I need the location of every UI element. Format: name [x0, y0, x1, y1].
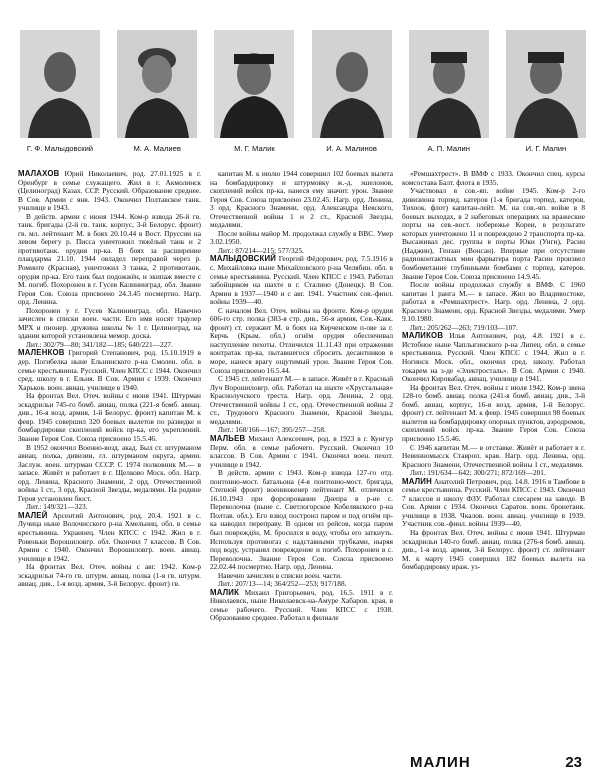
entry-headword: МАЛИКОВ — [402, 331, 444, 341]
portrait-photo — [20, 30, 100, 138]
paragraph-text: Лит.: 302/79—80; 341/182—185; 640/221—227. — [26, 339, 173, 349]
paragraph-text: Лит.: 191/634—642; 300/271; 872/169—201. — [410, 468, 546, 478]
portrait-card — [310, 30, 394, 163]
portrait-card — [18, 30, 102, 163]
person-silhouette-icon — [409, 30, 489, 138]
entry-paragraph — [210, 435, 393, 469]
paragraph-text: Михаил Алексеевич, род. в 1923 в г. Кунгур Перм. обл. в семье рабочего. Русский. Окончил 10 классов. В Сов. Армии с 1941. Окончил воен. пехот. училище в 1942. — [210, 433, 393, 469]
portrait-card — [212, 30, 296, 163]
paragraph-text: На фронтах Вел. Отеч. войны с июня 1941. Штурман эскадрильи 745-го бомб. авиац. полка (221-я бомб. авиац. див., 16-я возд. армия, 1-й Белорус. фронт) капитан М. к февр. 1945 совершил 320 боевых вылетов по разведке и бомбардировке скоплений войск пр-ка, его укреплений. Звание Героя Сов. Союза присвоено 15.5.46. — [18, 391, 201, 443]
entry-headword: МАЛИК — [210, 587, 240, 597]
portrait-photo — [409, 30, 489, 138]
portrait-caption: Г. Ф. Малыдовский — [26, 144, 94, 153]
portrait-photo — [117, 30, 197, 138]
portrait-card — [504, 30, 588, 163]
portrait-photo — [214, 30, 294, 138]
entry-paragraph — [18, 349, 201, 392]
portrait-photo — [312, 30, 392, 138]
paragraph-text: Илья Антонович, род. 4.8. 1921 в с. Истобное ныне Чаплыгинского р-на Липец. обл. в семье крестьянина. Русский. Член КПСС с 1944. Жил в г. Ногинск Моск. обл., окончил сред. школу. Работал токарем на з-де «Электросталь». В Сов. Армии с 1940. Окончил Кировабад. авиац. училище в 1941. — [402, 331, 585, 384]
paragraph-text: капитан М. к июлю 1944 совершил 102 боевых вылета на бомбардировку и штурмовку ж.-д. эшелонов, скоплений войск пр-ка, нанеся ему значит. урон. Звание Героя Сов. Союза присвоено 23.02.45. Нагр. орд. Ленина, 3 орд. Красного Знамени, орд. Александра Невского, Отечественной войны 1 и 2 ст., Красной Звезды, медалями. — [210, 170, 393, 230]
entry-paragraph — [18, 170, 201, 213]
body-paragraph — [210, 375, 393, 426]
text-column — [210, 170, 393, 750]
paragraph-text: Лит.: 87/214—215; 577/325. — [218, 245, 304, 255]
paragraph-text: На фронтах Вел. Отеч. войны с июня 1941. Штурман эскадрильи 140-го бомб. авиац. полка (276-я бомб. авиац. див., 1-я возд. армия, 3-й Белорус. фронт) ст. лейтенант М. к марту 1945 совершил 182 боевых вылета на бомбардировку враж. уз- — [402, 527, 585, 572]
paragraph-text: Лит.: 168/166—167; 395/257—258. — [218, 425, 326, 435]
paragraph-text: Михаил Григорьевич, род. 16.5. 1911 в г. Николаевск, ныне Николаевск-на-Амуре Хабаров. края, в семье рабочего. Русский. Член КПСС с 1938. Образование среднее. Работал в филиале — [210, 587, 393, 623]
body-paragraph — [18, 444, 201, 504]
body-paragraph — [18, 392, 201, 443]
entry-paragraph — [402, 478, 585, 529]
portrait-photo — [506, 30, 586, 138]
body-paragraph — [402, 529, 585, 572]
paragraph-text: Юрий Николаевич, род. 27.01.1925 в г. Оренбург в семье служащего. Жил в г. Акмолинск (Целиноград) Казах. ССР. Русский. Образование среднее. В Сов. Армии с янв. 1943. Окончил Полтавское танк. училище в 1943. — [18, 170, 201, 213]
page-number: 23 — [565, 754, 582, 771]
person-silhouette-icon — [117, 30, 197, 138]
entry-headword: МАЛИН — [402, 476, 432, 486]
body-paragraph — [402, 281, 585, 324]
entry-headword: МАЛЬЕВ — [210, 433, 246, 443]
paragraph-text: Лит.: 207/13—14; 364/252—253; 917/188. — [218, 579, 347, 589]
paragraph-text: Георгий Фёдорович, род. 7.5.1916 в с. Михайловка ныне Михайловского р-на Челябин. обл. в семье крестьянина. Русский. Член КПСС с 1943. Работал забойщиком на шахте в г. Сталино (Донецк). В Сов. Армии в 1937—1940 и с авг. 1941. Участник сов.-финл. войны 1939—40. — [210, 254, 393, 307]
person-silhouette-icon — [214, 30, 294, 138]
entry-paragraph — [210, 255, 393, 306]
body-paragraph — [402, 187, 585, 281]
paragraph-text: На фронтах Вел. Отеч. войны с авг. 1942. Ком-р эскадрильи 74-го гв. штурм. авиац. полка (1-я гв. штурм. авиац. див., 1-я возд. армия, 3-й Белорус. фронт) гв. — [18, 562, 201, 589]
body-paragraph — [18, 307, 201, 341]
person-silhouette-icon — [312, 30, 392, 138]
paragraph-text: В действ. армии с 1943. Ком-р взвода 127-го отд. понтонно-мост. батальона (4-я понтонно-мост. бригада, Степной фронт) военинженер лейтенант М. отличился 16.10.1943 при форсировании Днепра в р-не с. Переволочна (ныне с. Светлогорское Кобелякского р-на Полтав. обл.). Его взвод построил паром и под огнём пр-ка наводил переправу. В одном из рейсов, когда паром был повреждён, М. бросился в воду, чтобы его заткнуть. Используя противогаз с надставными трубками, ныряя под воду, устранял повреждение и погиб. Похоронен в с. Переволочна. Звание Героя Сов. Союза присвоено 22.02.44 посмертно. Нагр. орд. Ленина. — [210, 468, 393, 572]
paragraph-text: С 1946 капитан М.— в отставке. Живёт и работает в г. Невинномысск Ставроп. края. Нагр. орд. Ленина, орд. Красного Знамени, Отечественной войны 1 ст., медалями. — [402, 442, 585, 469]
entry-paragraph — [402, 332, 585, 383]
portrait-caption: М. Г. Малик — [234, 144, 275, 153]
body-paragraph — [402, 444, 585, 470]
body-paragraph — [210, 469, 393, 572]
body-paragraph — [402, 384, 585, 444]
entry-headword: МАЛЕНКОВ — [18, 348, 65, 358]
paragraph-text: После войны майор М. продолжал службу в ВВС. Умер 3.02.1950. — [210, 228, 393, 247]
body-paragraph — [210, 230, 393, 247]
paragraph-text: С началом Вел. Отеч. войны на фронте. Ком-р орудия 606-го стр. полка (383-я стр. див., 56-я армия, Сев.-Кавк. фронт) ст. сержант М. в боях на Керченском п-ове за г. Керчь (Крым. обл.) огнём орудия обеспечивал наступление пехоты. Отличился 11.11.43 при отражении контратак пр-ка, пытавшегося сбросить десантников в море, нанеся врагу ощутимый урон. Звание Героя Сов. Союза присвоено 16.5.44. — [210, 305, 393, 375]
text-columns — [18, 170, 585, 750]
body-paragraph — [210, 307, 393, 375]
portrait-card — [115, 30, 199, 163]
entry-headword: МАЛЕЙ — [18, 510, 48, 520]
portrait-caption: А. П. Малин — [427, 144, 470, 153]
entry-paragraph — [18, 512, 201, 563]
portrait-row — [18, 30, 588, 163]
portrait-card — [407, 30, 491, 163]
entry-headword: МАЛАХОВ — [18, 170, 60, 178]
paragraph-text: В действ. армии с июня 1944. Ком-р взвода 26-й гв. танк. бригады (2-й гв. танк. корпус, 3-й Белорус. фронт) гв. мл. лейтенант М. в боях 20.10.44 в Вост. Пруссии на левом берегу р. Писса уничтожил тяжёлый танк и 2 противотанк. орудия пр-ка. В боях за расширение плацдарма 21.10. 1944 овладел переправой через р. Роминте (Красная), уничтожил 3 танка, 2 противотанк. орудия пр-ка. Его танк был подожжён, и экипаж вместе с М. погиб. Похоронен в г. Гусев Калининград. обл. Звание Героя Сов. Союза присвоено 24.3.45 посмертно. Нагр. орд. Ленина. — [18, 211, 201, 307]
body-paragraph — [18, 563, 201, 589]
body-paragraph — [210, 170, 393, 230]
person-silhouette-icon — [20, 30, 100, 138]
text-column — [402, 170, 585, 750]
paragraph-text: Похоронен у г. Гусев Калининград. обл. Навечно зачислен в списки воен. части. Его имя носят траулер МРХ и пионер. дружина школы № 1 г. Целиноград, на здании которой установлена мемор. доска. — [18, 305, 201, 341]
entry-paragraph — [210, 589, 393, 623]
portrait-caption: И. Г. Малин — [525, 144, 567, 153]
paragraph-text: Григорий Степанович, род. 15.10.1919 в дер. Погибелка ныне Ельнинского р-на Смолен. обл. в семье крестьянина. Русский. Член КПСС с 1944. Окончил сред. школу в г. Ельня. В Сов. Армии с 1939. Окончил Харьков. воен. авиац. училище в 1940. — [18, 348, 201, 392]
body-paragraph — [402, 170, 585, 187]
entry-headword: МАЛЫДОВСКИЙ — [210, 254, 277, 264]
person-silhouette-icon — [506, 30, 586, 138]
paragraph-text: Участвовал в сов.-яп. войне 1945. Ком-р 2-го дивизиона торпед. катеров (1-я бригада торпед. катеров, Тихоок. флот) капитан-лейт. М. на сов.-яп. войне в 8 боевых выходах, в 2 набеговых операциях на вражеские порты на сев.-вост. побережье Кореи, в результате которых уничтожено 11 и повреждено 2 транспорта пр-ка. Высаживал дес. группы в порты Юки (Унги), Расин (Наджин), Гензан (Вонсан). Впервые при отсутствии радиоконтактных мин фарватера порта Расин произвел бомбометание глубинными бомбами с торпед. катеров. Звание Героя Сов. Союза присвоено 14.9.45. — [402, 186, 585, 281]
paragraph-text: В 1952 окончил Военно-возд. акад. Был ст. штурманом авиац. полка, дивизии, гл. штурманом округа, армии. Заслуж. воен. штурман СССР. С 1974 полковник М.— в запасе. Живёт и работает в г. Щелково Моск. обл. Нагр. орд. Ленина, Красного Знамени, 2 орд. Отечественной войны 1 ст., 3 орд. Красной Звезды, медалями. На родине Героя установлен бюст. — [18, 442, 201, 503]
page-footer — [410, 752, 582, 774]
paragraph-text: После войны продолжал службу в ВМФ. С 1960 капитан 1 ранга М.— в запасе. Жил во Владивостоке, работал в «Ремшахтрест». Нагр. орд. Ленина, 2 орд. Красного Знамени, орд. Красной Звезды, медалями. Умер 9.10.1980. — [402, 280, 585, 324]
paragraph-text: Навечно зачислен в списки воен. части. — [218, 570, 342, 580]
paragraph-text: Лит.: 149/321—323. — [26, 502, 88, 512]
paragraph-text: «Ремшахтрест». В ВМФ с 1933. Окончил спец. курсы комсостава Балт. флота в 1935. — [402, 170, 585, 187]
paragraph-text: На фронтах Вел. Отеч. войны с июля 1942. Ком-р звена 128-го бомб. авиац. полка (241-я бомб. авиац. див., 3-й бомб. авиац. корпус, 16-я возд. армия, 1-й Белорус. фронт) ст. лейтенант М. к февр. 1945 совершил 98 боевых вылетов на бомбардировку опорных пунктов, аэродромов, скоплений войск пр-ка. Звание Героя Сов. Союза присвоено 15.5.46. — [402, 382, 585, 443]
text-column — [18, 170, 201, 750]
portrait-caption: М. А. Малиев — [133, 144, 181, 153]
paragraph-text: Анатолий Петрович, род. 14.8. 1916 в Тамбове в семье крестьянина. Русский. Член КПСС с 1943. Окончил 7 классов и школу ФЗУ. Работал слесарем на заводе. В Сов. Армии с 1934. Окончил Саратов. воен. бронетанк. училище в 1938. Чкалов. воен. авиац. училище в 1939. Участник сов.-финл. войны 1939—40. — [402, 476, 585, 529]
body-paragraph — [18, 213, 201, 307]
running-head: МАЛИН — [410, 754, 471, 771]
portrait-caption: И. А. Малинов — [326, 144, 377, 153]
paragraph-text: Лит.: 205/262—263; 719/103—107. — [410, 322, 518, 332]
paragraph-text: Арсентий Антонович, род. 20.4. 1921 в с. Лучица ныне Волочисского р-на Хмельниц. обл. в семье крестьянина. Украинец. Член КПСС с 1942. Жил в г. Ровеньки Ворошиловгр. обл. Окончил 7 классов. В Сов. Армии с 1940. Окончил Ворошиловгр. воен. авиац. училище в 1942. — [18, 510, 201, 563]
paragraph-text: С 1945 ст. лейтенант М.— в запасе. Живёт в г. Красный Луч Ворошиловгр. обл. Работал на шахте «Хрустальная» Краснолучского треста. Нагр. орд. Ленина, 2 орд. Отечественной войны 1 ст., орд. Отечественной войны 2 ст., Трудового Красного Знамени, Красной Звезды, медалями. — [210, 374, 393, 426]
